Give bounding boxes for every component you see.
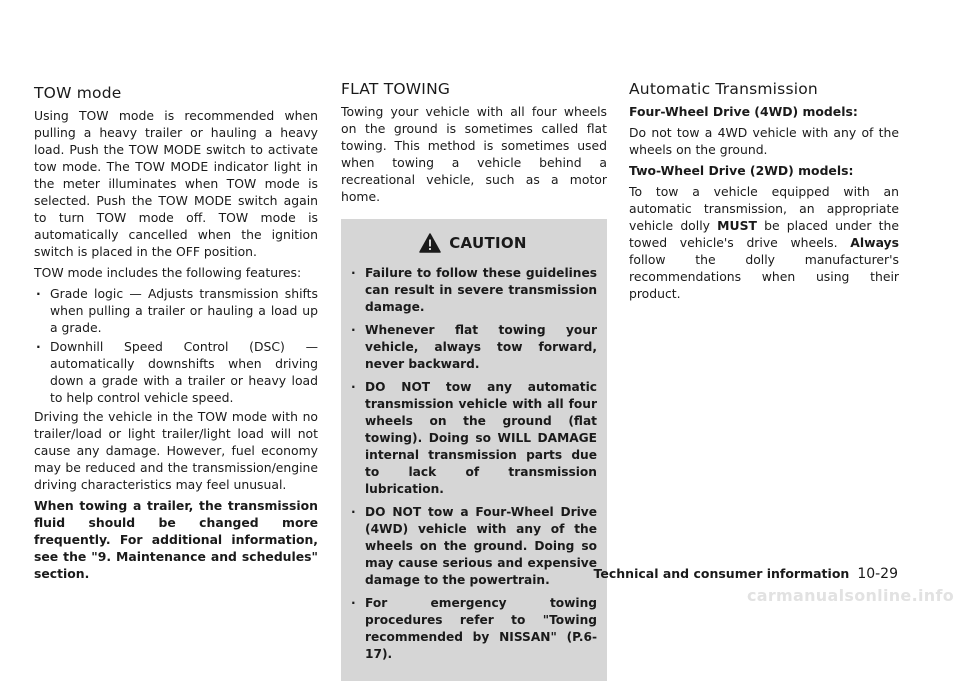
tow-mode-column [34,80,318,586]
page-number: 10-29 [857,566,898,582]
tow-mode-feature-list [34,285,318,406]
list-item: . Grade logic — Adjusts transmission shifts when pulling a trailer or hauling a load up a grade. [34,285,318,336]
watermark: carmanualsonline.info [746,586,954,605]
footer-section-title: Technical and consumer information [593,566,850,581]
tow-mode-driving-note: Driving the vehicle in the TOW mode with no trailer/load or light trailer/light load will not cause any damage. However, fuel economy may be reduced and the transmission/engine driving characteristics may feel unusual. [34,409,318,492]
warning-triangle-icon [419,233,441,253]
list-item: . Failure to follow these guidelines can result in severe transmission damage. [349,265,597,316]
list-item: . Whenever flat towing your vehicle, always tow forward, never backward. [349,322,597,373]
4wd-text: Do not tow a 4WD vehicle with any of the wheels on the ground. [629,125,899,157]
list-item: . DO NOT tow any automatic transmission vehicle with all four wheels on the ground (flat towing). Doing so WILL DAMAGE internal transmission parts due to lack of transmission lubrication. [349,379,597,498]
automatic-transmission-column [629,80,899,306]
2wd-text [629,183,899,302]
tow-mode-intro: Using TOW mode is recommended when pulling a heavy trailer or hauling a heavy load. Push the TOW MODE switch to activate tow mode. The TOW MODE indicator light in the meter illuminates when TOW mode is selected. Push the TOW MODE switch again to turn TOW mode off. TOW mode is automatically cancelled when the ignition switch is placed in the OFF position. [34,108,318,259]
2wd-text-part-a: To tow a vehicle equipped with an automatic transmission, an appropriate vehicle dolly [629,184,899,233]
2wd-text-part-b: be placed under the towed vehicle's drive wheels. [629,218,899,250]
must-emphasis: MUST [717,218,757,233]
tow-mode-heading: TOW mode [34,84,122,102]
caution-header [349,233,597,253]
flat-towing-intro: Towing your vehicle with all four wheels on the ground is sometimes called flat towing. This method is sometimes used when towing a vehicle behind a recreational vehicle, such as a motor home. [341,104,607,204]
list-item: . DO NOT tow a Four-Wheel Drive (4WD) vehicle with any of the wheels on the ground. Doing so may cause serious and expensive damage to the powertrain. [349,504,597,589]
page-footer [594,566,898,582]
tow-mode-fluid-note: When towing a trailer, the transmission fluid should be changed more frequently. For additional information, see the "9. Maintenance and schedules" section. [34,498,318,581]
caution-list [349,265,597,663]
list-item: . Downhill Speed Control (DSC) — automatically downshifts when driving down a grade with a trailer or heavy load to help control vehicle speed. [34,338,318,406]
automatic-transmission-heading: Automatic Transmission [629,80,818,98]
2wd-subheading: Two-Wheel Drive (2WD) models: [629,163,854,178]
2wd-text-part-c: follow the dolly manufacturer's recommendations when using their product. [629,252,899,301]
4wd-subheading: Four-Wheel Drive (4WD) models: [629,104,858,119]
flat-towing-column [341,80,607,681]
caution-box [341,219,607,681]
always-emphasis: Always [850,235,899,250]
caution-title: CAUTION [449,234,527,252]
list-item: . For emergency towing procedures refer to "Towing recommended by NISSAN" (P.6-17). [349,595,597,663]
flat-towing-heading: FLAT TOWING [341,80,451,98]
tow-mode-features-lead: TOW mode includes the following features: [34,265,302,280]
